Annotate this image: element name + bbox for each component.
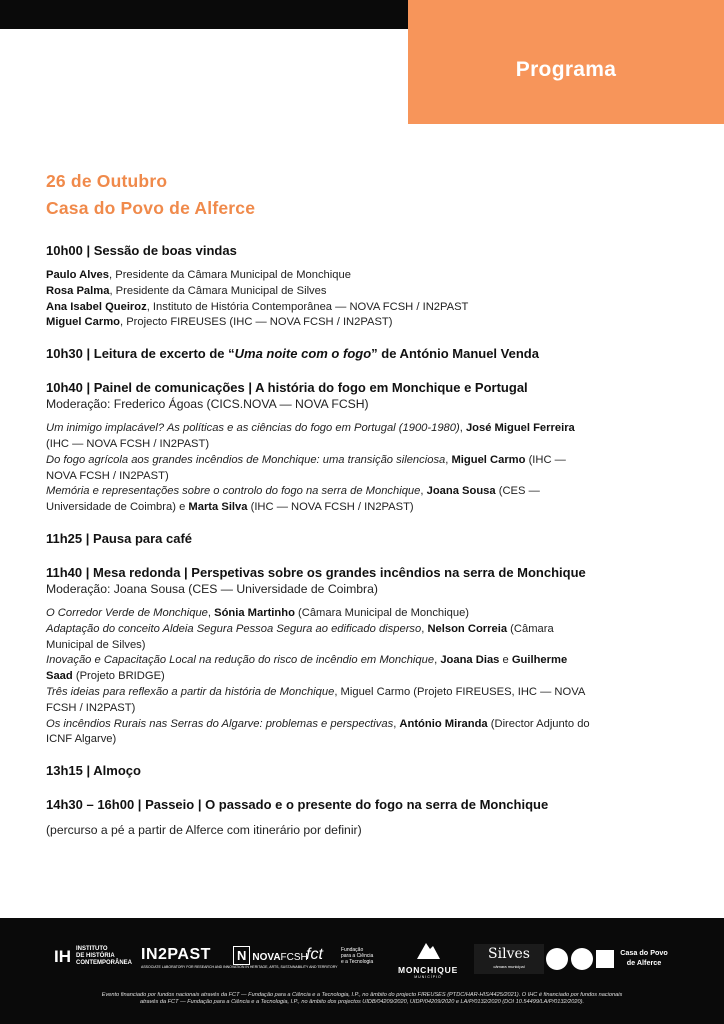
speaker-role: , Instituto de História Contemporânea — NOVA FCSH / IN2PAST	[146, 300, 469, 313]
talk-speaker: Marta Silva	[188, 501, 248, 514]
speaker-name: Paulo Alves	[46, 269, 110, 281]
session-title: Painel de comunicações | A história do fogo em Monchique e Portugal	[93, 380, 528, 396]
partner-icons	[546, 948, 614, 970]
talk-item: Os incêndios Rurais nas Serras do Algarve: problemas e perspectivas, António Miranda (Director Adjunto do ICNF Algarve)	[46, 717, 590, 746]
speaker-name: Ana Isabel Queiroz	[46, 300, 147, 313]
talk-list	[46, 606, 686, 748]
session-time: 13h15	[46, 763, 83, 779]
partner-logos	[0, 940, 724, 980]
nova-fcsh-logo: N NOVAFCSH	[233, 946, 308, 965]
speaker-list	[46, 268, 686, 331]
in2past-logo: IN2PAST ASSOCIATE LABORATORY FOR RESEARCH AND INNOVATION IN HERITAGE, ARTS, SUSTAINABILITY AND TERRITORY	[141, 946, 338, 969]
talk-item: Do fogo agrícola aos grandes incêndios de Monchique: uma transição silenciosa, Miguel Carmo (IHC — NOVA FCSH / IN2PAST)	[46, 453, 566, 482]
header-tab	[408, 0, 724, 124]
talk-speaker: Nelson Correia	[427, 622, 508, 635]
ihc-logo: IH INSTITUTO DE HISTÓRIA CONTEMPORÂNEA	[54, 946, 133, 966]
program	[46, 242, 686, 838]
moon-icon	[546, 948, 568, 970]
speaker-role: , Presidente da Câmara Municipal de Monchique	[109, 269, 351, 281]
talk-title: Inovação e Capacitação Local na redução do risco de incêndio em Monchique	[46, 654, 435, 667]
session-time: 14h30 – 16h00	[46, 797, 135, 813]
talk-speaker: Guilherme	[511, 654, 568, 667]
speaker-name: Rosa Palma	[46, 284, 110, 297]
session-roundtable-title: 11h40 | Mesa redonda | Perspetivas sobre os grandes incêndios na serra de Monchique	[46, 564, 586, 580]
session-time: 11h25	[46, 530, 83, 546]
talk-item: Memória e representações sobre o controlo do fogo na serra de Monchique, Joana Sousa (CES — Universidade de Coimbra) e Marta Silva (IHC — NOVA FCSH / IN2PAST)	[46, 485, 540, 514]
footer	[0, 918, 724, 1024]
talk-speaker: Sónia Martinho	[214, 606, 295, 619]
event-date: 26 de Outubro	[46, 171, 168, 191]
talk-speaker: Miguel Carmo	[451, 453, 526, 466]
event-venue: Casa do Povo de Alferce	[46, 198, 256, 218]
session-time: 11h40	[46, 564, 83, 580]
circle-logo-icon	[571, 948, 593, 970]
talk-item: Adaptação do conceito Aldeia Segura Pessoa Segura ao edificado disperso, Nelson Correia (Câmara Municipal de Silves)	[46, 622, 554, 651]
session-time: 10h40	[46, 380, 83, 396]
talk-item: Três ideias para reflexão a partir da história de Monchique, Miguel Carmo (Projeto FIREUSES, IHC — NOVA FCSH / IN2PAST)	[46, 685, 586, 714]
speaker-role: , Presidente da Câmara Municipal de Silves	[109, 284, 327, 297]
talk-speaker: Joana Dias	[440, 654, 500, 667]
talk-speaker: José Miguel Ferreira	[465, 422, 575, 435]
event-info	[46, 168, 255, 222]
talk-item: Um inimigo implacável? As políticas e as ciências do fogo em Portugal (1900-1980), José Miguel Ferreira (IHC — NOVA FCSH / IN2PAST)	[46, 422, 575, 450]
talk-speaker: António Miranda	[399, 717, 488, 730]
fct-logo: fct Fundação para a Ciência e a Tecnologia	[306, 946, 374, 965]
funding-note: Evento financiado por fundos nacionais através da FCT — Fundação para a Ciência e a Tecnologia, I.P., no âmbito do projecto FIREUSES (PTDC/HAR-HIS/4425/2021). O IHC é financiado por fundos nacionais através da FCT — Fundação para a Ciência e a Tecnologia, I.P., no âmbito dos projectos UIDB/04209/2020, UIDP/04209/2020 e LA/P/0132/2020 (DOI 10.54499/LA/P/0132/2020).	[101, 992, 623, 1005]
session-title: Mesa redonda | Perspetivas sobre os grandes incêndios na serra de Monchique	[93, 564, 586, 580]
speaker-line	[46, 300, 686, 316]
page-title: Programa	[515, 58, 617, 81]
session-panel-title: 10h40 | Painel de comunicações | A história do fogo em Monchique e Portugal	[46, 380, 528, 396]
session-lunch-title: 13h15 | Almoço	[46, 763, 141, 779]
mountain-icon	[415, 940, 441, 960]
speaker-line	[46, 284, 686, 300]
speaker-line	[46, 315, 686, 331]
session-title: Sessão de boas vindas	[93, 243, 237, 258]
session-title: Pausa para café	[93, 530, 193, 546]
book-title: Uma noite com o fogo	[234, 346, 372, 362]
talk-list	[46, 421, 686, 516]
session-reading-title: 10h30 | Leitura de excerto de “Uma noite com o fogo” de António Manuel Venda	[46, 346, 539, 362]
talk-title: Do fogo agrícola aos grandes incêndios de Monchique: uma transição silenciosa	[46, 453, 446, 466]
speaker-role: , Projecto FIREUSES (IHC — NOVA FCSH / IN2PAST)	[119, 316, 393, 329]
session-title: Almoço	[93, 763, 141, 779]
talk-title: O Corredor Verde de Monchique	[46, 606, 208, 619]
moderation: Moderação: Frederico Ágoas (CICS.NOVA — NOVA FCSH)	[46, 397, 369, 412]
silves-logo: Silves câmara municipal	[474, 944, 544, 974]
session-title: Passeio | O passado e o presente do fogo na serra de Monchique	[145, 797, 549, 813]
talk-title: Três ideias para reflexão a partir da história de Monchique	[46, 685, 335, 698]
session-note: (percurso a pé a partir de Alferce com itinerário por definir)	[46, 823, 362, 838]
session-break-title: 11h25 | Pausa para café	[46, 530, 193, 546]
session-walk-title: 14h30 – 16h00 | Passeio | O passado e o presente do fogo na serra de Monchique	[46, 797, 549, 813]
session-time: 10h00	[46, 243, 83, 258]
monchique-logo: MONCHIQUE MUNICÍPIO	[396, 940, 460, 979]
talk-item: O Corredor Verde de Monchique, Sónia Martinho (Câmara Municipal de Monchique)	[46, 606, 470, 619]
moderation: Moderação: Joana Sousa (CES — Universidade de Coimbra)	[46, 581, 378, 596]
talk-title: Memória e representações sobre o controlo do fogo na serra de Monchique	[46, 485, 421, 498]
casa-do-povo-logo: Casa do Povo de Alferce	[620, 948, 668, 967]
speaker-name: Miguel Carmo	[46, 316, 120, 329]
session-welcome-title: 10h00 | Sessão de boas vindas	[46, 243, 237, 258]
talk-speaker: Joana Sousa	[426, 485, 496, 498]
talk-title: Um inimigo implacável? As políticas e as ciências do fogo em Portugal (1900-1980)	[46, 422, 460, 435]
talk-speaker: Saad	[46, 670, 73, 683]
speaker-line	[46, 268, 686, 284]
session-time: 10h30	[46, 346, 83, 362]
talk-title: Adaptação do conceito Aldeia Segura Pessoa Segura ao edificado disperso	[46, 622, 422, 635]
talk-title: Os incêndios Rurais nas Serras do Algarve: problemas e perspectivas	[46, 717, 394, 730]
talk-item: Inovação e Capacitação Local na redução do risco de incêndio em Monchique, Joana Dias e Guilherme Saad (Projeto BRIDGE)	[46, 654, 568, 683]
